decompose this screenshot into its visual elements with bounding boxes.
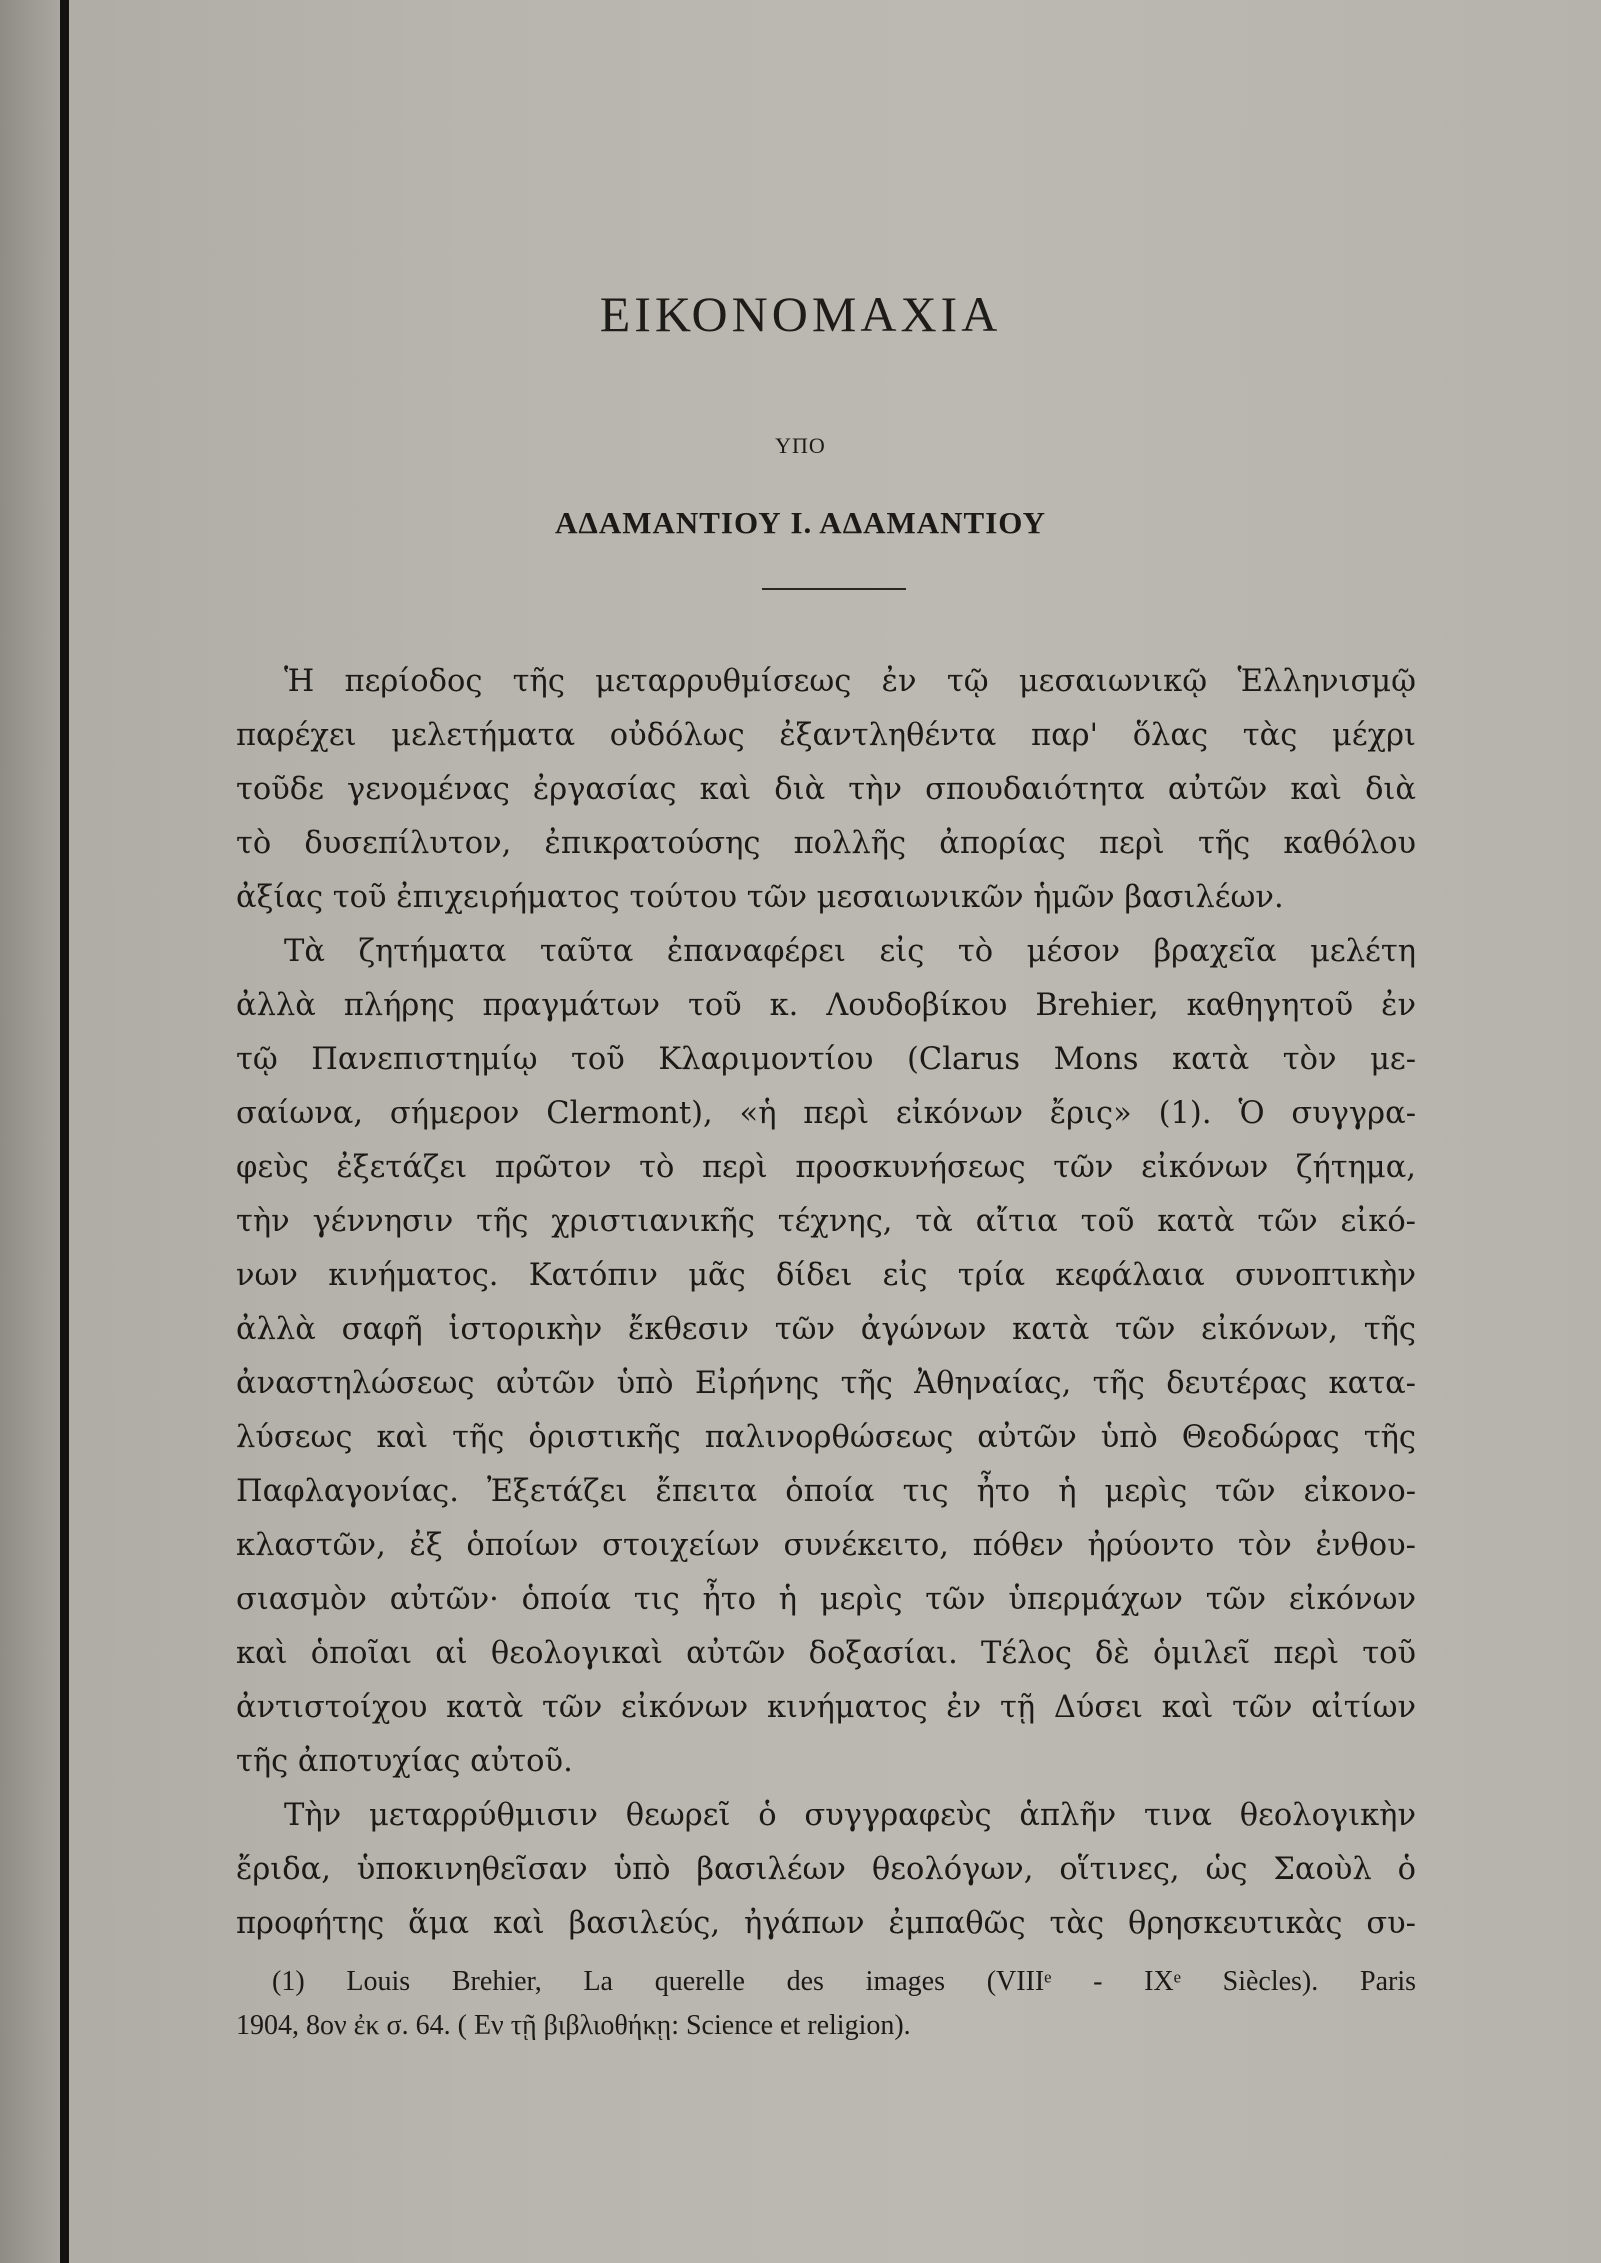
text-line: Τὰ ζητήματα ταῦτα ἐπαναφέρει εἰς τὸ μέσον βραχεῖα μελέτη — [284, 934, 1416, 969]
text-line: σαίωνα, σήμερον Clermont), «ἡ περὶ εἰκόνων ἔρις» (1). Ὁ συγγρα- — [236, 1096, 1416, 1131]
text-line: τοῦδε γενομένας ἐργασίας καὶ διὰ τὴν σπουδαιότητα αὐτῶν καὶ διὰ — [236, 772, 1416, 807]
text-line: Παφλαγονίας. Ἐξετάζει ἔπειτα ὁποία τις ἦτο ἡ μερὶς τῶν εἰκονο- — [236, 1474, 1416, 1509]
text-line: ἀλλὰ πλήρης πραγμάτων τοῦ κ. Λουδοβίκου Brehier, καθηγητοῦ ἐν — [236, 988, 1416, 1023]
text-line: τὴν γέννησιν τῆς χριστιανικῆς τέχνης, τὰ αἴτια τοῦ κατὰ τῶν εἰκό- — [236, 1204, 1416, 1239]
text-line: ἀλλὰ σαφῆ ἱστορικὴν ἔκθεσιν τῶν ἀγώνων κατὰ τῶν εἰκόνων, τῆς — [236, 1312, 1416, 1347]
text-line: ἀναστηλώσεως αὐτῶν ὑπὸ Εἰρήνης τῆς Ἀθηναίας, τῆς δευτέρας κατα- — [236, 1366, 1416, 1401]
text-line: σιασμὸν αὐτῶν· ὁποία τις ἦτο ἡ μερὶς τῶν ὑπερμάχων τῶν εἰκόνων — [236, 1582, 1416, 1617]
text-line: ἀντιστοίχου κατὰ τῶν εἰκόνων κινήματος ἐν τῇ Δύσει καὶ τῶν αἰτίων — [236, 1690, 1416, 1725]
text-line: καὶ ὁποῖαι αἱ θεολογικαὶ αὐτῶν δοξασίαι. Τέλος δὲ ὁμιλεῖ περὶ τοῦ — [236, 1636, 1416, 1671]
text-line: Ἡ περίοδος τῆς μεταρρυθμίσεως ἐν τῷ μεσαιωνικῷ Ἑλληνισμῷ — [284, 664, 1416, 699]
byline: ΥΠΟ — [775, 433, 826, 458]
body-text — [236, 655, 1416, 1951]
text-line: λύσεως καὶ τῆς ὁριστικῆς παλινορθώσεως αὐτῶν ὑπὸ Θεοδώρας τῆς — [236, 1420, 1416, 1455]
text-line: τῷ Πανεπιστημίῳ τοῦ Κλαριμοντίου (Clarus Mons κατὰ τὸν με- — [236, 1042, 1416, 1077]
text-line: νων κινήματος. Κατόπιν μᾶς δίδει εἰς τρία κεφάλαια συνοπτικὴν — [236, 1258, 1416, 1293]
footnote — [236, 1960, 1416, 2048]
author-name: ΑΔΑΜΑΝΤΙΟΥ Ι. ΑΔΑΜΑΝΤΙΟΥ — [555, 505, 1046, 540]
text-line: τὸ δυσεπίλυτον, ἐπικρατούσης πολλῆς ἀπορίας περὶ τῆς καθόλου — [236, 826, 1416, 861]
text-line: Τὴν μεταρρύθμισιν θεωρεῖ ὁ συγγραφεὺς ἁπλῆν τινα θεολογικὴν — [284, 1798, 1416, 1833]
footnote-line: 1904, 8ον ἐκ σ. 64. ( Εν τῇ βιβλιοθήκῃ: Science et religion). — [236, 2010, 911, 2041]
text-line: φεὺς ἐξετάζει πρῶτον τὸ περὶ προσκυνήσεως τῶν εἰκόνων ζήτημα, — [236, 1150, 1416, 1185]
text-line: παρέχει μελετήματα οὐδόλως ἐξαντληθέντα παρ' ὅλας τὰς μέχρι — [236, 718, 1416, 753]
page-title: ΕΙΚΟΝΟΜΑΧΙΑ — [599, 286, 1002, 342]
text-line: ἔριδα, ὑποκινηθεῖσαν ὑπὸ βασιλέων θεολόγων, οἵτινες, ὡς Σαοὺλ ὁ — [236, 1852, 1416, 1887]
text-line: τῆς ἀποτυχίας αὐτοῦ. — [236, 1744, 573, 1779]
title-rule — [762, 588, 906, 590]
text-line: ἀξίας τοῦ ἐπιχειρήματος τούτου τῶν μεσαιωνικῶν ἡμῶν βασιλέων. — [236, 880, 1284, 915]
text-line: προφήτης ἅμα καὶ βασιλεύς, ἠγάπων ἐμπαθῶς τὰς θρησκευτικὰς συ- — [236, 1906, 1416, 1941]
text-line: κλαστῶν, ἐξ ὁποίων στοιχείων συνέκειτο, πόθεν ἠρύοντο τὸν ἐνθου- — [236, 1528, 1416, 1563]
footnote-line: (1) Louis Brehier, La querelle des images (VIIIᵉ - IXᵉ Siècles). Paris — [272, 1966, 1416, 1997]
